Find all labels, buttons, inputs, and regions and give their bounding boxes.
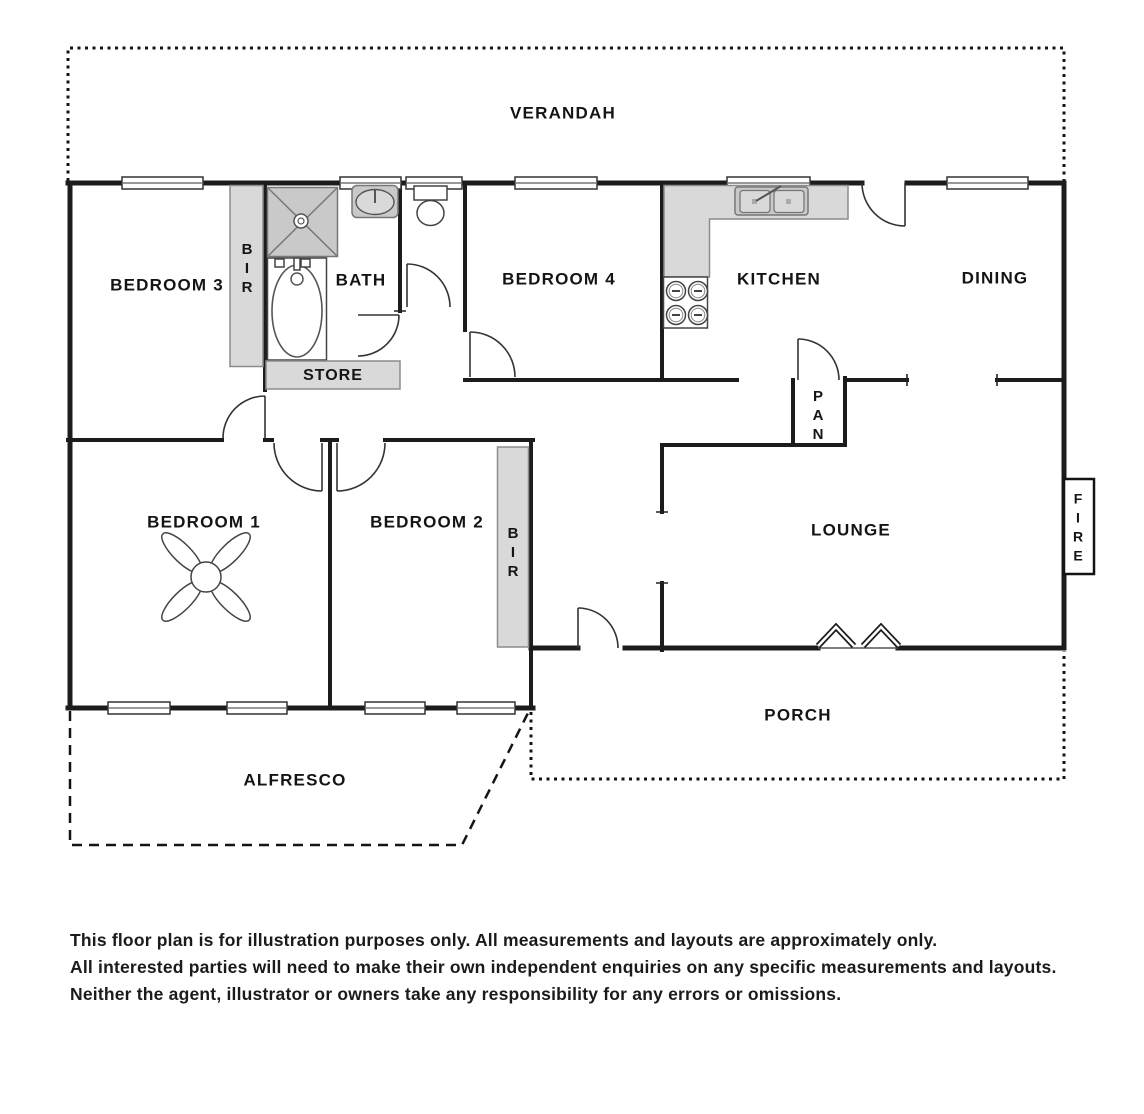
svg-text:R: R bbox=[1072, 528, 1084, 545]
label-alfresco: ALFRESCO bbox=[243, 770, 347, 790]
window bbox=[947, 177, 1028, 189]
door-bedroom4 bbox=[470, 332, 515, 377]
window bbox=[365, 702, 425, 714]
window bbox=[122, 177, 203, 189]
disclaimer-line-1: This floor plan is for illustration purposes only. All measurements and layouts are approximately only. bbox=[70, 930, 938, 950]
label-porch: PORCH bbox=[764, 705, 832, 725]
window bbox=[227, 702, 287, 714]
door-bath bbox=[358, 315, 399, 356]
svg-text:B: B bbox=[241, 240, 253, 258]
exterior-walls bbox=[68, 183, 1064, 708]
svg-text:R: R bbox=[507, 562, 519, 580]
label-lounge: LOUNGE bbox=[811, 520, 891, 540]
door-pantry bbox=[798, 339, 839, 380]
basin-icon bbox=[352, 186, 398, 218]
svg-text:P: P bbox=[812, 387, 824, 405]
interior-walls bbox=[68, 183, 1064, 708]
svg-text:E: E bbox=[1073, 547, 1083, 564]
label-bedroom2: BEDROOM 2 bbox=[370, 512, 484, 532]
door-porch bbox=[578, 608, 618, 648]
svg-text:R: R bbox=[241, 278, 253, 296]
ceiling-fan-icon bbox=[157, 528, 256, 627]
kitchen-sink-icon bbox=[735, 186, 808, 215]
door-toilet bbox=[407, 264, 450, 307]
svg-text:A: A bbox=[812, 406, 824, 424]
door-bedroom1 bbox=[274, 443, 322, 491]
disclaimer-line-2: All interested parties will need to make their own independent enquiries on any specific measurements and layouts. bbox=[70, 957, 1057, 977]
window bbox=[515, 177, 597, 189]
label-bedroom1: BEDROOM 1 bbox=[147, 512, 261, 532]
door-bedroom2 bbox=[337, 443, 385, 491]
label-kitchen: KITCHEN bbox=[737, 269, 821, 289]
svg-text:B: B bbox=[507, 524, 519, 542]
double-door-chevrons-icon bbox=[818, 627, 899, 646]
svg-text:I: I bbox=[1076, 509, 1080, 526]
svg-text:F: F bbox=[1073, 490, 1083, 507]
label-bedroom3: BEDROOM 3 bbox=[110, 275, 224, 295]
toilet-icon bbox=[414, 186, 447, 226]
disclaimer-line-3: Neither the agent, illustrator or owners take any responsibility for any errors or omissions. bbox=[70, 984, 842, 1004]
label-bedroom4: BEDROOM 4 bbox=[502, 269, 616, 289]
bathtub-icon bbox=[268, 258, 327, 360]
label-verandah: VERANDAH bbox=[510, 103, 616, 123]
label-pantry bbox=[813, 388, 824, 443]
label-dining: DINING bbox=[961, 268, 1029, 288]
svg-text:I: I bbox=[510, 543, 516, 561]
label-bath: BATH bbox=[335, 270, 387, 290]
cooktop-icon bbox=[664, 277, 708, 328]
door-verandah bbox=[862, 183, 905, 226]
window bbox=[108, 702, 170, 714]
door-bedroom3 bbox=[223, 396, 265, 438]
svg-text:N: N bbox=[812, 425, 824, 443]
window bbox=[457, 702, 515, 714]
shower-icon bbox=[268, 188, 338, 257]
disclaimer bbox=[70, 930, 1057, 1004]
svg-text:I: I bbox=[244, 259, 250, 277]
label-store: STORE bbox=[303, 367, 363, 385]
